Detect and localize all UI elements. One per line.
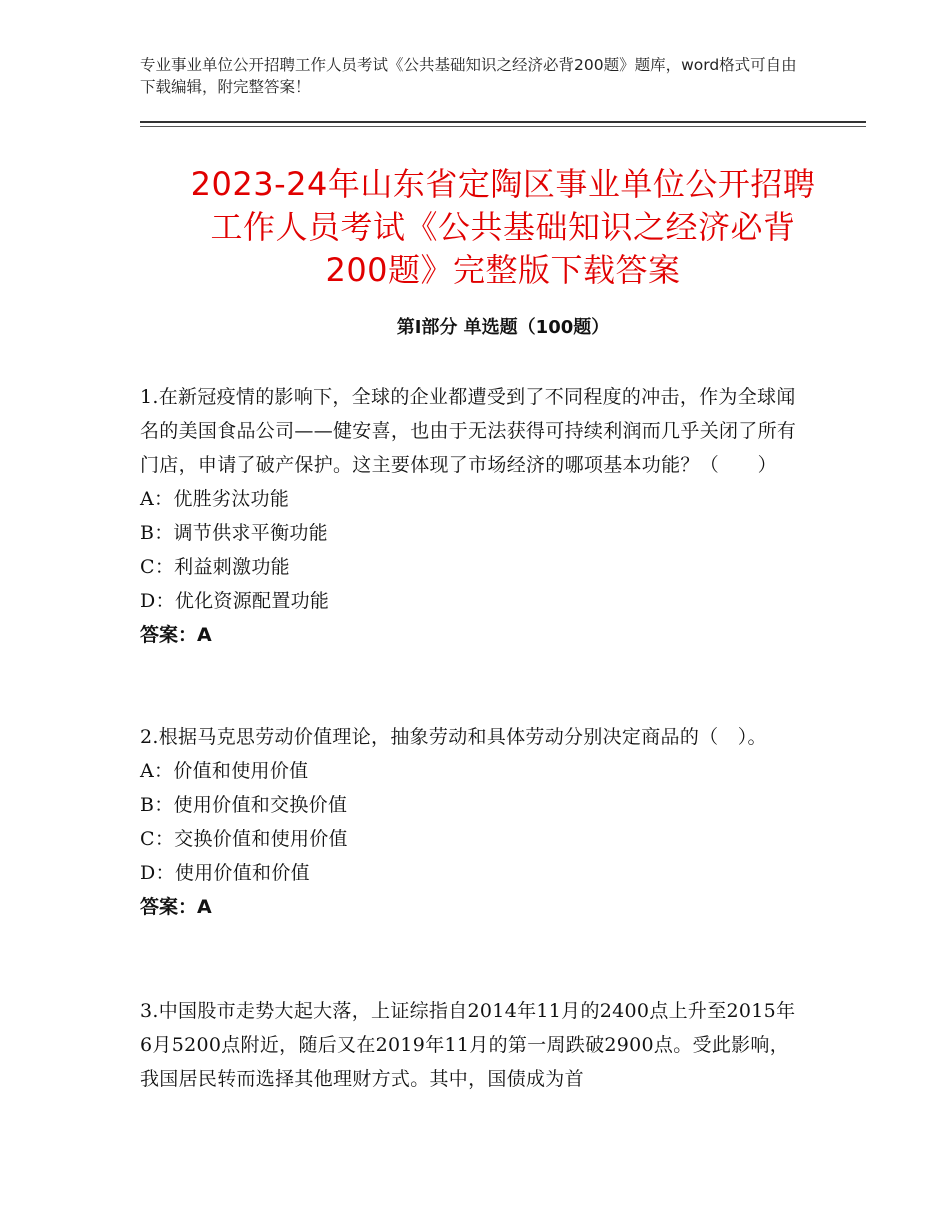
option-c: C：利益刺激功能 bbox=[140, 556, 290, 578]
option-d: D：使用价值和价值 bbox=[140, 862, 310, 884]
option-c: C：交换价值和使用价值 bbox=[140, 828, 348, 850]
header-divider-thick bbox=[140, 121, 866, 123]
title-line-3: 200题》完整版下载答案 bbox=[325, 251, 681, 289]
header-note: 专业事业单位公开招聘工作人员考试《公共基础知识之经济必背200题》题库，word格式可自由下载编辑，附完整答案！ bbox=[140, 56, 797, 96]
question-stem: 3.中国股市走势大起大落，上证综指自2014年11月的2400点上升至2015年6月5200点附近，随后又在2019年11月的第一周跌破2900点。受此影响，我国居民转而选择其他理财方式。其中，国债成为首 bbox=[140, 1000, 796, 1090]
question-1 bbox=[140, 380, 800, 652]
question-3 bbox=[140, 994, 800, 1096]
section-heading: 第Ⅰ部分 单选题（100题） bbox=[396, 317, 610, 338]
question-stem: 1.在新冠疫情的影响下，全球的企业都遭受到了不同程度的冲击，作为全球闻名的美国食品公司——健安喜，也由于无法获得可持续利润而几乎关闭了所有门店，申请了破产保护。这主要体现了市场经济的哪项基本功能？（ ） bbox=[140, 386, 797, 476]
answer: 答案：A bbox=[140, 624, 212, 646]
answer: 答案：A bbox=[140, 896, 212, 918]
option-b: B：调节供求平衡功能 bbox=[140, 522, 328, 544]
title-line-2: 工作人员考试《公共基础知识之经济必背 bbox=[210, 208, 796, 246]
header-divider-thin bbox=[140, 126, 866, 127]
option-a: A：价值和使用价值 bbox=[140, 760, 309, 782]
question-2 bbox=[140, 720, 800, 924]
option-b: B：使用价值和交换价值 bbox=[140, 794, 348, 816]
option-a: A：优胜劣汰功能 bbox=[140, 488, 290, 510]
question-stem: 2.根据马克思劳动价值理论，抽象劳动和具体劳动分别决定商品的（ ）。 bbox=[140, 726, 767, 748]
option-d: D：优化资源配置功能 bbox=[140, 590, 330, 612]
title-line-1: 2023-24年山东省定陶区事业单位公开招聘 bbox=[190, 165, 816, 203]
document-title bbox=[140, 163, 866, 292]
